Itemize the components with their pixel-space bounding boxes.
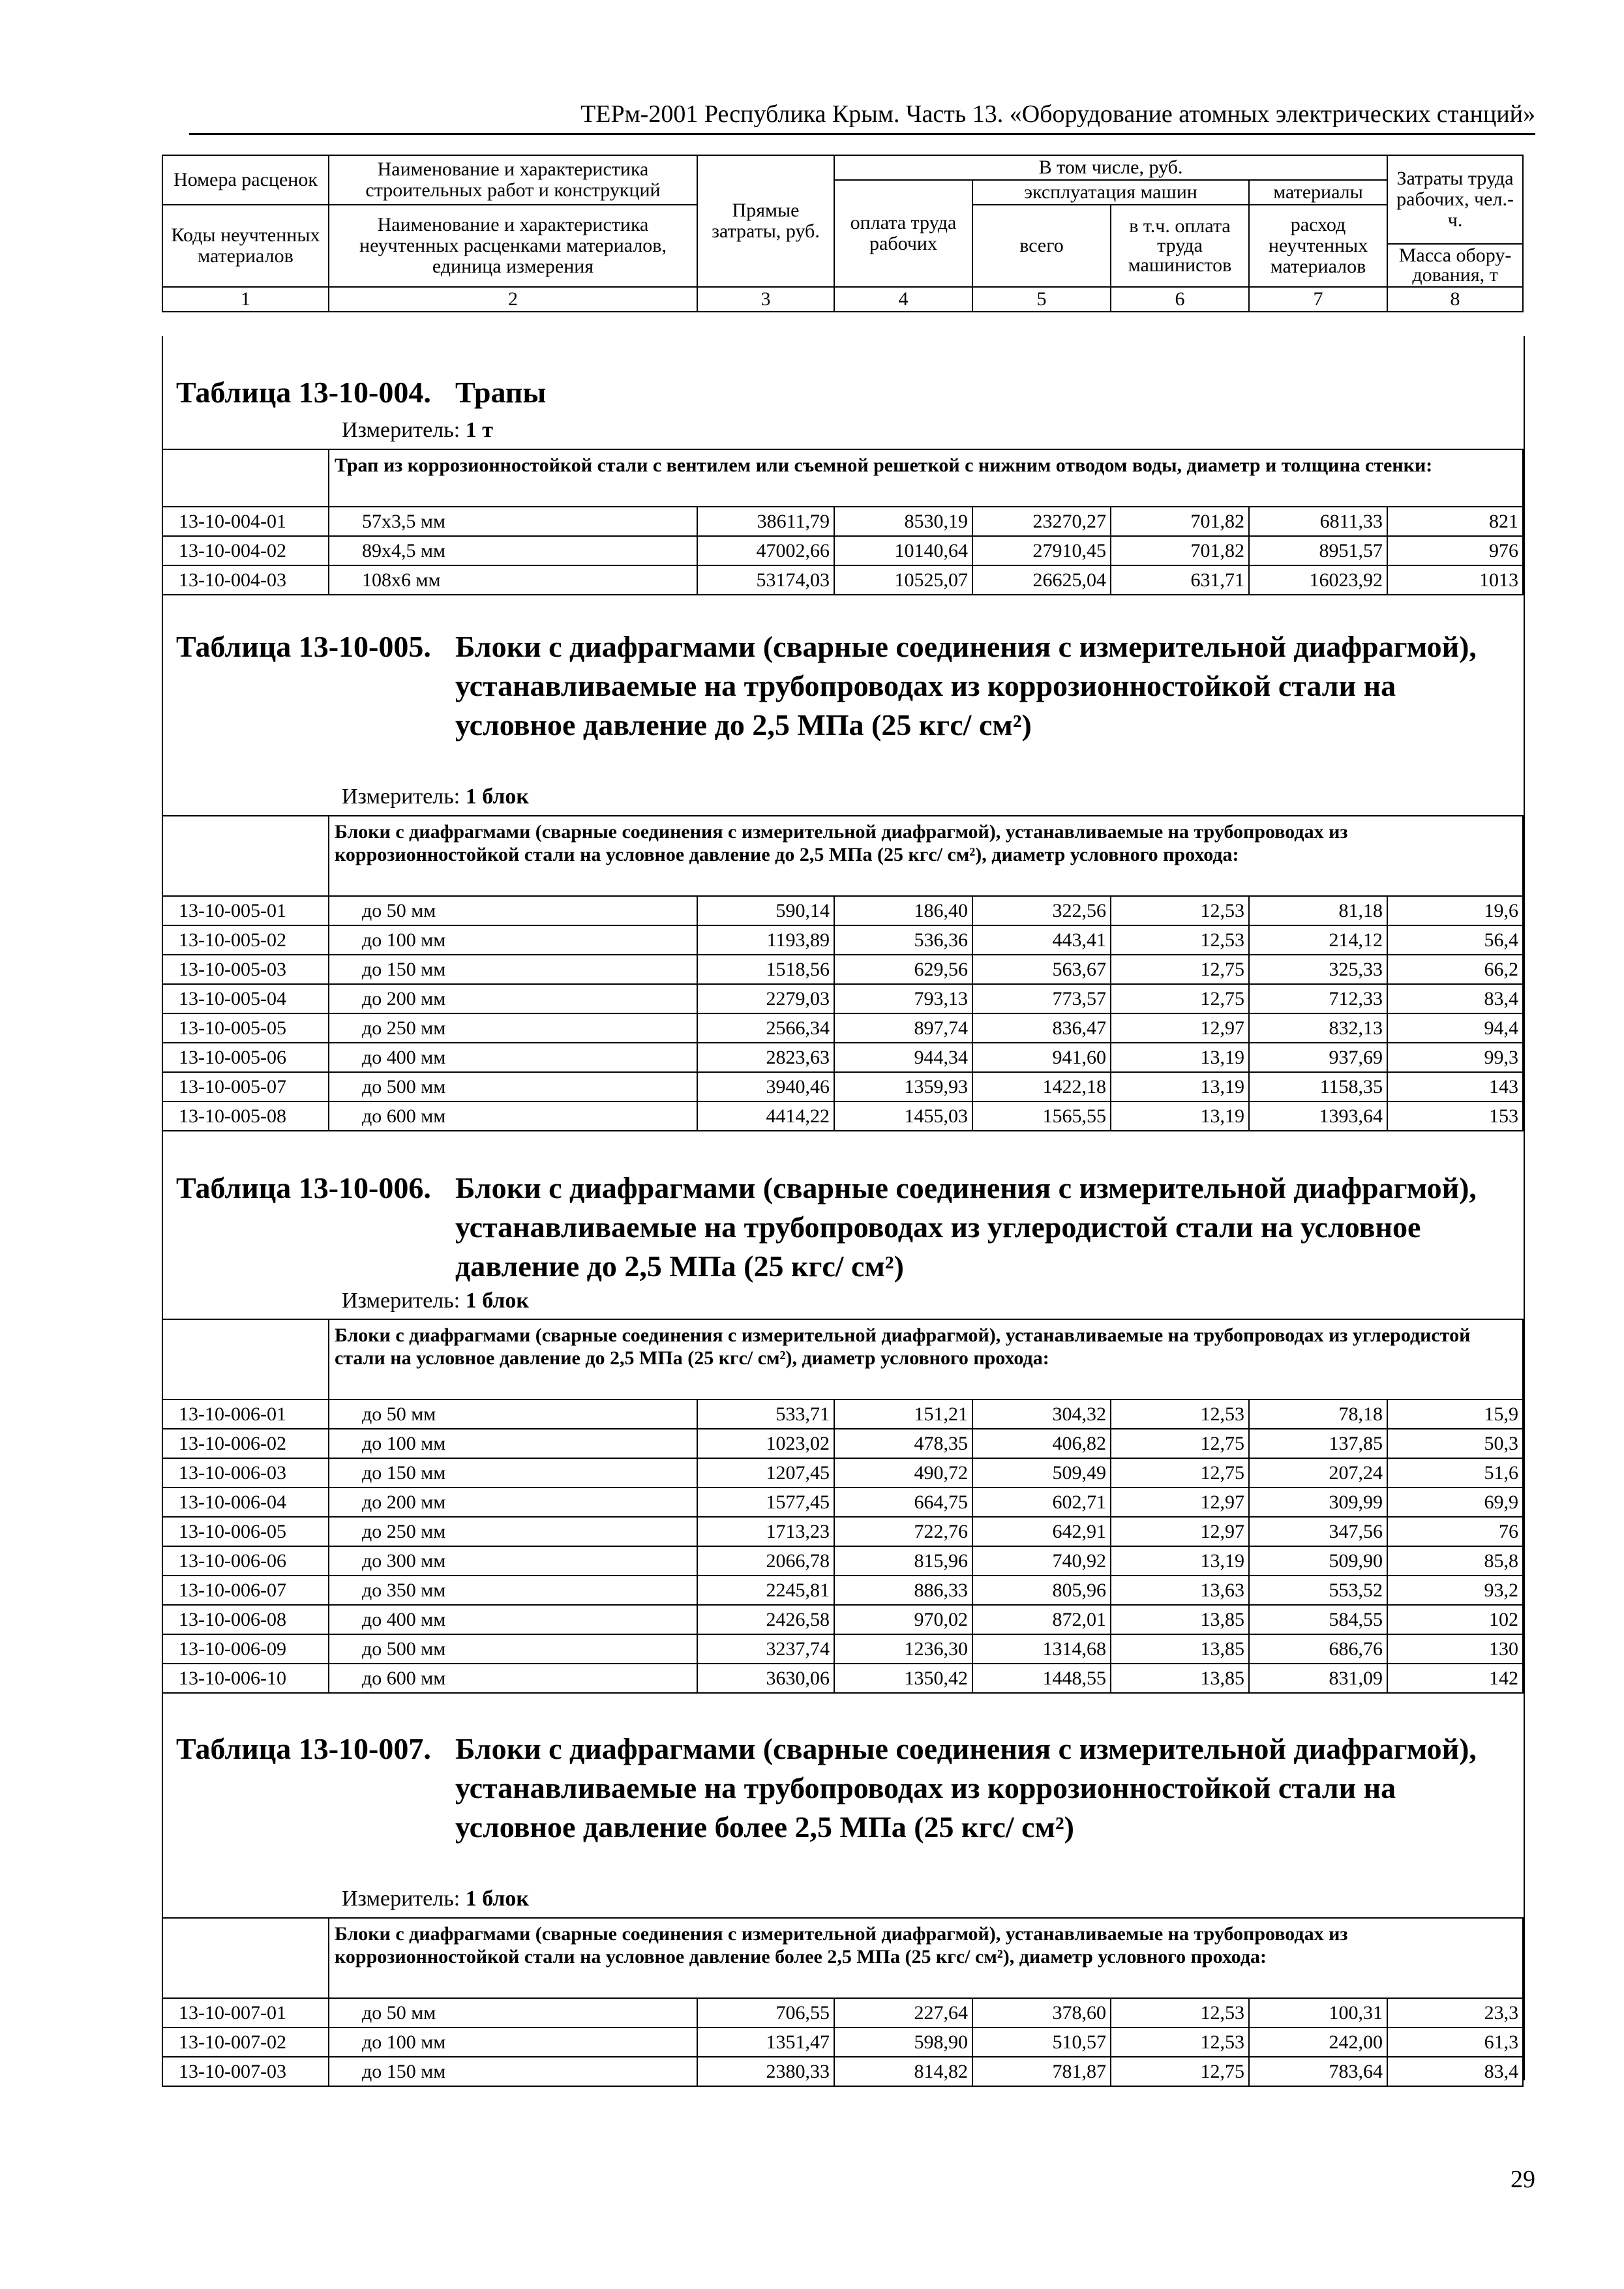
- materials-cost: 8951,57: [1249, 536, 1387, 565]
- direct-cost: 2066,78: [697, 1546, 834, 1576]
- direct-cost: 1207,45: [697, 1458, 834, 1488]
- labor-hours: 143: [1387, 1072, 1523, 1101]
- running-header: ТЕРм-2001 Республика Крым. Часть 13. «Оборудование атомных электрических станций»: [189, 98, 1535, 135]
- rates-table: [162, 1319, 1524, 1694]
- work-name: до 400 мм: [329, 1043, 697, 1072]
- machine-cost: 510,57: [972, 2027, 1111, 2057]
- labor-hours: 99,3: [1387, 1043, 1523, 1072]
- machine-cost: 872,01: [972, 1605, 1111, 1634]
- materials-cost: 712,33: [1249, 984, 1387, 1013]
- col5-header: всего: [972, 205, 1111, 287]
- work-name: до 150 мм: [329, 2057, 697, 2086]
- operator-cost: 12,97: [1111, 1013, 1249, 1043]
- direct-cost: 47002,66: [697, 536, 834, 565]
- description-code-cell: [162, 449, 329, 507]
- table-description: Блоки с диафрагмами (сварные соединения с измерительной диафрагмой), устанавливаемые на трубопроводах из коррозионностойкой стали на условное давление до 2,5 МПа (25 кгс/ см²), диаметр условного прохода:: [329, 816, 1523, 896]
- machine-cost: 740,92: [972, 1546, 1111, 1576]
- operator-cost: 12,97: [1111, 1517, 1249, 1546]
- table-row: [162, 1458, 1523, 1488]
- labor-cost: 664,75: [834, 1488, 972, 1517]
- labor-cost: 886,33: [834, 1576, 972, 1605]
- labor-cost: 815,96: [834, 1546, 972, 1576]
- materials-cost: 207,24: [1249, 1458, 1387, 1488]
- col8-top-header: Затраты труда рабочих, чел.-ч.: [1387, 155, 1523, 244]
- materials-cost: 100,31: [1249, 1998, 1387, 2027]
- labor-hours: 61,3: [1387, 2027, 1523, 2057]
- direct-cost: 38611,79: [697, 507, 834, 536]
- work-name: до 150 мм: [329, 1458, 697, 1488]
- table-name: Блоки с диафрагмами (сварные соединения с измерительной диафрагмой), устанавливаемые на трубопроводах из коррозионностойкой стали на условное давление до 2,5 МПа (25 кгс/ см²): [455, 630, 1477, 741]
- measurement-unit: [342, 784, 529, 810]
- machine-cost: 378,60: [972, 1998, 1111, 2027]
- table-row: [162, 1664, 1523, 1693]
- table-title: [176, 627, 1507, 745]
- rate-code: 13-10-004-03: [162, 565, 329, 595]
- col1-bottom-header: Коды неучтенных материалов: [162, 205, 329, 287]
- labor-cost: 944,34: [834, 1043, 972, 1072]
- table-row: [162, 1043, 1523, 1072]
- work-name: до 100 мм: [329, 1429, 697, 1458]
- labor-cost: 1236,30: [834, 1634, 972, 1664]
- operator-cost: 13,19: [1111, 1101, 1249, 1131]
- materials-cost: 242,00: [1249, 2027, 1387, 2057]
- labor-cost: 1455,03: [834, 1101, 972, 1131]
- measurement-unit: [342, 1288, 529, 1314]
- direct-cost: 590,14: [697, 896, 834, 925]
- col6-header: в т.ч. оплата труда машинистов: [1111, 205, 1249, 287]
- materials-cost: 686,76: [1249, 1634, 1387, 1664]
- labor-cost: 897,74: [834, 1013, 972, 1043]
- operator-cost: 12,53: [1111, 1399, 1249, 1429]
- machine-cost: 23270,27: [972, 507, 1111, 536]
- operator-cost: 13,19: [1111, 1043, 1249, 1072]
- materials-cost: 325,33: [1249, 955, 1387, 984]
- work-name: до 600 мм: [329, 1664, 697, 1693]
- work-name: до 250 мм: [329, 1517, 697, 1546]
- table-title: [176, 1729, 1507, 1847]
- table-row: [162, 1399, 1523, 1429]
- column-header-table: [162, 155, 1524, 312]
- meter-value: 1 т: [465, 418, 493, 442]
- direct-cost: 2245,81: [697, 1576, 834, 1605]
- rate-code: 13-10-006-06: [162, 1546, 329, 1576]
- direct-cost: 3940,46: [697, 1072, 834, 1101]
- description-code-cell: [162, 816, 329, 896]
- work-name: до 350 мм: [329, 1576, 697, 1605]
- rate-code: 13-10-005-05: [162, 1013, 329, 1043]
- direct-cost: 2566,34: [697, 1013, 834, 1043]
- rate-code: 13-10-005-07: [162, 1072, 329, 1101]
- operator-cost: 701,82: [1111, 507, 1249, 536]
- labor-hours: 130: [1387, 1634, 1523, 1664]
- col-number: 8: [1387, 287, 1523, 312]
- direct-cost: 1713,23: [697, 1517, 834, 1546]
- table-name: Блоки с диафрагмами (сварные соединения с измерительной диафрагмой), устанавливаемые на трубопроводах из коррозионностойкой стали на условное давление более 2,5 МПа (25 кгс/ см²): [455, 1732, 1477, 1844]
- rate-code: 13-10-005-03: [162, 955, 329, 984]
- labor-cost: 793,13: [834, 984, 972, 1013]
- work-name: до 300 мм: [329, 1546, 697, 1576]
- rate-code: 13-10-006-07: [162, 1576, 329, 1605]
- col7-header: расход неучтенных материалов: [1249, 205, 1387, 287]
- labor-cost: 186,40: [834, 896, 972, 925]
- machine-cost: 26625,04: [972, 565, 1111, 595]
- operator-cost: 12,75: [1111, 984, 1249, 1013]
- operator-cost: 12,53: [1111, 896, 1249, 925]
- table-number: Таблица 13-10-004.: [176, 376, 431, 409]
- labor-hours: 23,3: [1387, 1998, 1523, 2027]
- machine-cost: 602,71: [972, 1488, 1111, 1517]
- rate-code: 13-10-006-09: [162, 1634, 329, 1664]
- labor-cost: 478,35: [834, 1429, 972, 1458]
- col-number: 6: [1111, 287, 1249, 312]
- labor-hours: 821: [1387, 507, 1523, 536]
- labor-cost: 151,21: [834, 1399, 972, 1429]
- machine-cost: 805,96: [972, 1576, 1111, 1605]
- rate-code: 13-10-006-05: [162, 1517, 329, 1546]
- labor-cost: 10525,07: [834, 565, 972, 595]
- work-name: 57х3,5 мм: [329, 507, 697, 536]
- meter-label: Измеритель:: [342, 1887, 460, 1911]
- table-title: [176, 373, 1507, 412]
- table-row: [162, 1998, 1523, 2027]
- table-row: [162, 896, 1523, 925]
- rate-code: 13-10-005-06: [162, 1043, 329, 1072]
- work-name: до 400 мм: [329, 1605, 697, 1634]
- materials-cost: 137,85: [1249, 1429, 1387, 1458]
- labor-hours: 15,9: [1387, 1399, 1523, 1429]
- materials-header: материалы: [1249, 180, 1387, 205]
- rate-code: 13-10-006-03: [162, 1458, 329, 1488]
- meter-value: 1 блок: [465, 1289, 530, 1313]
- table-row: [162, 955, 1523, 984]
- materials-cost: 584,55: [1249, 1605, 1387, 1634]
- labor-hours: 66,2: [1387, 955, 1523, 984]
- materials-cost: 1393,64: [1249, 1101, 1387, 1131]
- work-name: до 50 мм: [329, 1399, 697, 1429]
- table-row: [162, 984, 1523, 1013]
- col-number: 7: [1249, 287, 1387, 312]
- labor-hours: 976: [1387, 536, 1523, 565]
- direct-cost: 1518,56: [697, 955, 834, 984]
- col8-bottom-header: Масса обору-дования, т: [1387, 244, 1523, 287]
- rate-code: 13-10-004-01: [162, 507, 329, 536]
- table-row: [162, 1101, 1523, 1131]
- operator-cost: 701,82: [1111, 536, 1249, 565]
- rate-code: 13-10-006-04: [162, 1488, 329, 1517]
- rate-code: 13-10-005-04: [162, 984, 329, 1013]
- direct-cost: 2380,33: [697, 2057, 834, 2086]
- direct-cost: 1193,89: [697, 925, 834, 955]
- work-name: до 100 мм: [329, 925, 697, 955]
- materials-cost: 309,99: [1249, 1488, 1387, 1517]
- operator-cost: 13,19: [1111, 1072, 1249, 1101]
- table-number: Таблица 13-10-006.: [176, 1171, 431, 1204]
- page-number: 29: [1511, 2166, 1535, 2193]
- labor-hours: 83,4: [1387, 984, 1523, 1013]
- col4-header: оплата труда рабочих: [834, 180, 972, 287]
- labor-hours: 50,3: [1387, 1429, 1523, 1458]
- labor-hours: 153: [1387, 1101, 1523, 1131]
- machine-cost: 836,47: [972, 1013, 1111, 1043]
- labor-hours: 19,6: [1387, 896, 1523, 925]
- machine-cost: 773,57: [972, 984, 1111, 1013]
- table-row: [162, 1576, 1523, 1605]
- table-row: [162, 1634, 1523, 1664]
- operator-cost: 12,75: [1111, 955, 1249, 984]
- machine-cost: 322,56: [972, 896, 1111, 925]
- machine-cost: 1448,55: [972, 1664, 1111, 1693]
- rate-code: 13-10-006-08: [162, 1605, 329, 1634]
- table-row: [162, 565, 1523, 595]
- machine-cost: 509,49: [972, 1458, 1111, 1488]
- work-name: до 250 мм: [329, 1013, 697, 1043]
- group-header: В том числе, руб.: [834, 155, 1387, 180]
- description-code-cell: [162, 1319, 329, 1399]
- direct-cost: 1577,45: [697, 1488, 834, 1517]
- operator-cost: 13,19: [1111, 1546, 1249, 1576]
- direct-cost: 2426,58: [697, 1605, 834, 1634]
- machine-cost: 304,32: [972, 1399, 1111, 1429]
- labor-hours: 76: [1387, 1517, 1523, 1546]
- labor-cost: 814,82: [834, 2057, 972, 2086]
- machine-cost: 941,60: [972, 1043, 1111, 1072]
- materials-cost: 6811,33: [1249, 507, 1387, 536]
- materials-cost: 78,18: [1249, 1399, 1387, 1429]
- materials-cost: 214,12: [1249, 925, 1387, 955]
- work-name: до 150 мм: [329, 955, 697, 984]
- rate-code: 13-10-005-08: [162, 1101, 329, 1131]
- table-row: [162, 2057, 1523, 2086]
- description-code-cell: [162, 1918, 329, 1998]
- materials-cost: 831,09: [1249, 1664, 1387, 1693]
- labor-cost: 1359,93: [834, 1072, 972, 1101]
- labor-hours: 142: [1387, 1664, 1523, 1693]
- direct-cost: 1023,02: [697, 1429, 834, 1458]
- direct-cost: 2279,03: [697, 984, 834, 1013]
- labor-hours: 85,8: [1387, 1546, 1523, 1576]
- machine-cost: 1314,68: [972, 1634, 1111, 1664]
- labor-cost: 490,72: [834, 1458, 972, 1488]
- measurement-unit: [342, 417, 493, 443]
- table-row: [162, 536, 1523, 565]
- work-name: до 50 мм: [329, 1998, 697, 2027]
- work-name: до 500 мм: [329, 1072, 697, 1101]
- meter-value: 1 блок: [465, 785, 530, 809]
- table-row: [162, 1013, 1523, 1043]
- labor-hours: 1013: [1387, 565, 1523, 595]
- labor-cost: 970,02: [834, 1605, 972, 1634]
- materials-cost: 347,56: [1249, 1517, 1387, 1546]
- operator-cost: 13,63: [1111, 1576, 1249, 1605]
- work-name: до 50 мм: [329, 896, 697, 925]
- labor-hours: 102: [1387, 1605, 1523, 1634]
- meter-label: Измеритель:: [342, 418, 460, 442]
- rate-code: 13-10-006-01: [162, 1399, 329, 1429]
- work-name: до 200 мм: [329, 1488, 697, 1517]
- col-number: 5: [972, 287, 1111, 312]
- materials-cost: 509,90: [1249, 1546, 1387, 1576]
- col-number: 2: [329, 287, 697, 312]
- table-row: [162, 1072, 1523, 1101]
- labor-hours: 94,4: [1387, 1013, 1523, 1043]
- meter-value: 1 блок: [465, 1887, 530, 1911]
- table-row: [162, 1429, 1523, 1458]
- table-name: Трапы: [455, 376, 547, 409]
- operator-cost: 12,53: [1111, 2027, 1249, 2057]
- table-number: Таблица 13-10-005.: [176, 630, 431, 663]
- rate-code: 13-10-005-01: [162, 896, 329, 925]
- rate-code: 13-10-007-02: [162, 2027, 329, 2057]
- rate-code: 13-10-006-10: [162, 1664, 329, 1693]
- operator-cost: 631,71: [1111, 565, 1249, 595]
- operator-cost: 13,85: [1111, 1605, 1249, 1634]
- machine-cost: 781,87: [972, 2057, 1111, 2086]
- direct-cost: 4414,22: [697, 1101, 834, 1131]
- materials-cost: 832,13: [1249, 1013, 1387, 1043]
- labor-cost: 1350,42: [834, 1664, 972, 1693]
- machine-cost: 1422,18: [972, 1072, 1111, 1101]
- table-row: [162, 507, 1523, 536]
- labor-hours: 83,4: [1387, 2057, 1523, 2086]
- table-row: [162, 1488, 1523, 1517]
- direct-cost: 533,71: [697, 1399, 834, 1429]
- machine-cost: 443,41: [972, 925, 1111, 955]
- direct-cost: 1351,47: [697, 2027, 834, 2057]
- labor-hours: 69,9: [1387, 1488, 1523, 1517]
- table-name: Блоки с диафрагмами (сварные соединения с измерительной диафрагмой), устанавливаемые на трубопроводах из углеродистой стали на условное давление до 2,5 МПа (25 кгс/ см²): [455, 1171, 1477, 1283]
- rate-code: 13-10-004-02: [162, 536, 329, 565]
- machine-cost: 27910,45: [972, 536, 1111, 565]
- operator-cost: 12,53: [1111, 925, 1249, 955]
- work-name: до 600 мм: [329, 1101, 697, 1131]
- materials-cost: 16023,92: [1249, 565, 1387, 595]
- machine-cost: 563,67: [972, 955, 1111, 984]
- materials-cost: 783,64: [1249, 2057, 1387, 2086]
- machine-cost: 406,82: [972, 1429, 1111, 1458]
- work-name: до 200 мм: [329, 984, 697, 1013]
- rates-table: [162, 1917, 1524, 2087]
- table-row: [162, 925, 1523, 955]
- labor-cost: 629,56: [834, 955, 972, 984]
- meter-label: Измеритель:: [342, 785, 460, 809]
- operator-cost: 13,85: [1111, 1634, 1249, 1664]
- rate-code: 13-10-007-03: [162, 2057, 329, 2086]
- machine-cost: 1565,55: [972, 1101, 1111, 1131]
- materials-cost: 553,52: [1249, 1576, 1387, 1605]
- table-row: [162, 1517, 1523, 1546]
- work-name: до 500 мм: [329, 1634, 697, 1664]
- rates-table: [162, 449, 1524, 595]
- labor-cost: 8530,19: [834, 507, 972, 536]
- operator-cost: 12,75: [1111, 2057, 1249, 2086]
- direct-cost: 706,55: [697, 1998, 834, 2027]
- operator-cost: 13,85: [1111, 1664, 1249, 1693]
- operator-cost: 12,97: [1111, 1488, 1249, 1517]
- rates-table: [162, 815, 1524, 1131]
- materials-cost: 937,69: [1249, 1043, 1387, 1072]
- operator-cost: 12,53: [1111, 1998, 1249, 2027]
- col2-top-header: Наименование и характеристика строительных работ и конструкций: [329, 155, 697, 205]
- machines-header: эксплуатация машин: [972, 180, 1249, 205]
- table-row: [162, 1546, 1523, 1576]
- col1-top-header: Номера расценок: [162, 155, 329, 205]
- direct-cost: 3237,74: [697, 1634, 834, 1664]
- direct-cost: 2823,63: [697, 1043, 834, 1072]
- work-name: до 100 мм: [329, 2027, 697, 2057]
- table-row: [162, 2027, 1523, 2057]
- table-description: Трап из коррозионностойкой стали с вентилем или съемной решеткой с нижним отводом воды, диаметр и толщина стенки:: [329, 449, 1523, 507]
- labor-hours: 93,2: [1387, 1576, 1523, 1605]
- labor-cost: 598,90: [834, 2027, 972, 2057]
- table-number: Таблица 13-10-007.: [176, 1732, 431, 1765]
- col-number: 4: [834, 287, 972, 312]
- labor-cost: 536,36: [834, 925, 972, 955]
- rate-code: 13-10-005-02: [162, 925, 329, 955]
- labor-cost: 722,76: [834, 1517, 972, 1546]
- meter-label: Измеритель:: [342, 1289, 460, 1313]
- direct-cost: 3630,06: [697, 1664, 834, 1693]
- col2-bottom-header: Наименование и характеристика неучтенных расценками материалов, единица измерения: [329, 205, 697, 287]
- table-row: [162, 1605, 1523, 1634]
- materials-cost: 1158,35: [1249, 1072, 1387, 1101]
- table-description: Блоки с диафрагмами (сварные соединения с измерительной диафрагмой), устанавливаемые на трубопроводах из углеродистой стали на условное давление до 2,5 МПа (25 кгс/ см²), диаметр условного прохода:: [329, 1319, 1523, 1399]
- col3-header: Прямые затраты, руб.: [697, 155, 834, 287]
- labor-hours: 56,4: [1387, 925, 1523, 955]
- labor-hours: 51,6: [1387, 1458, 1523, 1488]
- operator-cost: 12,75: [1111, 1429, 1249, 1458]
- table-description: Блоки с диафрагмами (сварные соединения с измерительной диафрагмой), устанавливаемые на трубопроводах из коррозионностойкой стали на условное давление более 2,5 МПа (25 кгс/ см²), диаметр условного прохода:: [329, 1918, 1523, 1998]
- materials-cost: 81,18: [1249, 896, 1387, 925]
- labor-cost: 227,64: [834, 1998, 972, 2027]
- labor-cost: 10140,64: [834, 536, 972, 565]
- col-number: 1: [162, 287, 329, 312]
- machine-cost: 642,91: [972, 1517, 1111, 1546]
- direct-cost: 53174,03: [697, 565, 834, 595]
- col-number: 3: [697, 287, 834, 312]
- table-title: [176, 1169, 1507, 1286]
- rate-code: 13-10-006-02: [162, 1429, 329, 1458]
- measurement-unit: [342, 1886, 529, 1912]
- operator-cost: 12,75: [1111, 1458, 1249, 1488]
- rate-code: 13-10-007-01: [162, 1998, 329, 2027]
- work-name: 108х6 мм: [329, 565, 697, 595]
- work-name: 89х4,5 мм: [329, 536, 697, 565]
